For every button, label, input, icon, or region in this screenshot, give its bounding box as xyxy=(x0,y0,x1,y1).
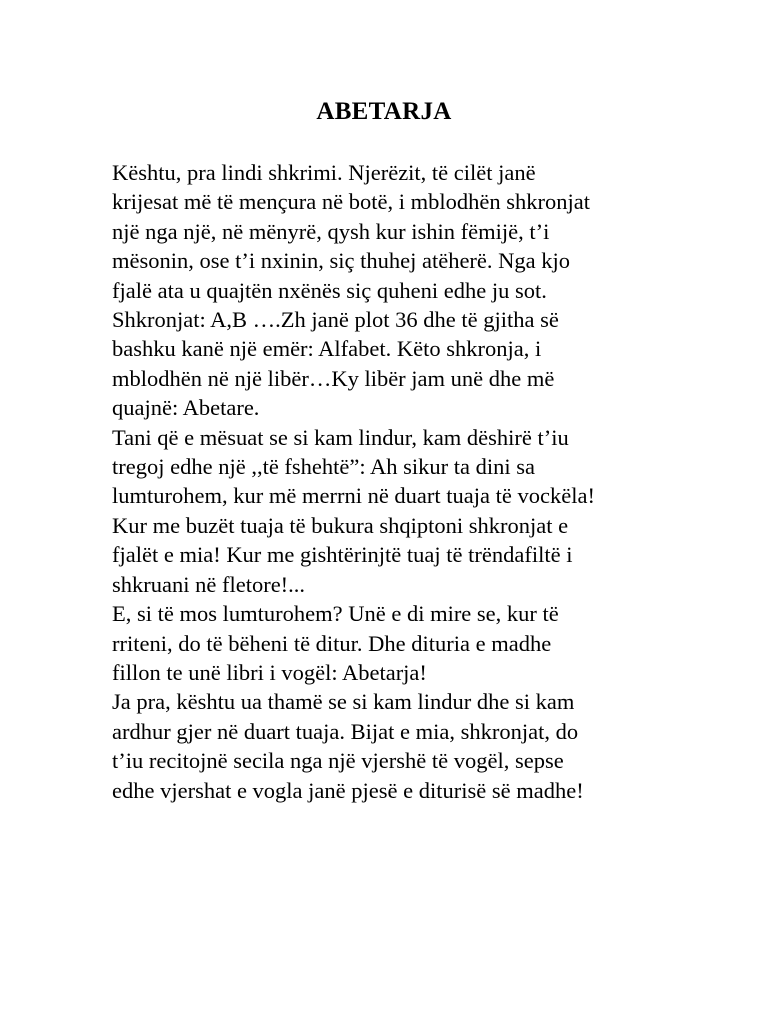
text-line: fjalë ata u quajtën nxënës siç quheni edhe ju sot. xyxy=(112,277,547,303)
text-line: fjalët e mia! Kur me gishtërinjtë tuaj të trëndafiltë i xyxy=(112,542,573,568)
text-line: bashku kanë një emër: Alfabet. Këto shkronja, i xyxy=(112,336,542,362)
text-line: edhe vjershat e vogla janë pjesë e diturisë së madhe! xyxy=(112,777,584,803)
body-text xyxy=(112,158,672,805)
text-line: Tani që e mësuat se si kam lindur, kam dëshirë t’iu xyxy=(112,424,569,450)
text-line: lumturohem, kur më merrni në duart tuaja të vockëla! xyxy=(112,483,595,509)
text-line: krijesat më të mençura në botë, i mblodhën shkronjat xyxy=(112,189,590,215)
text-line: quajnë: Abetare. xyxy=(112,395,260,421)
text-line: mësonin, ose t’i nxinin, siç thuhej atëherë. Nga kjo xyxy=(112,248,571,274)
text-line: një nga një, në mënyrë, qysh kur ishin fëmijë, t’i xyxy=(112,218,550,244)
text-line: Kur me buzët tuaja të bukura shqiptoni shkronjat e xyxy=(112,512,569,538)
text-line: fillon te unë libri i vogël: Abetarja! xyxy=(112,659,427,685)
text-line: rriteni, do të bëheni të ditur. Dhe dituria e madhe xyxy=(112,630,552,656)
page-title: ABETARJA xyxy=(316,98,452,125)
text-line: Ja pra, kështu ua thamë se si kam lindur dhe si kam xyxy=(112,689,575,715)
text-line: E, si të mos lumturohem? Unë e di mire se, kur të xyxy=(112,601,559,627)
text-line: tregoj edhe një ,,të fshehtë”: Ah sikur ta dini sa xyxy=(112,454,536,480)
text-line: Shkronjat: A,B ….Zh janë plot 36 dhe të gjitha së xyxy=(112,307,559,333)
text-line: shkruani në fletore!... xyxy=(112,571,306,597)
text-line: mblodhën në një libër…Ky libër jam unë dhe më xyxy=(112,365,555,391)
text-line: Kështu, pra lindi shkrimi. Njerëzit, të cilët janë xyxy=(112,160,536,185)
text-line: t’iu recitojnë secila nga një vjershë të vogël, sepse xyxy=(112,748,564,774)
text-line: ardhur gjer në duart tuaja. Bijat e mia, shkronjat, do xyxy=(112,718,579,744)
